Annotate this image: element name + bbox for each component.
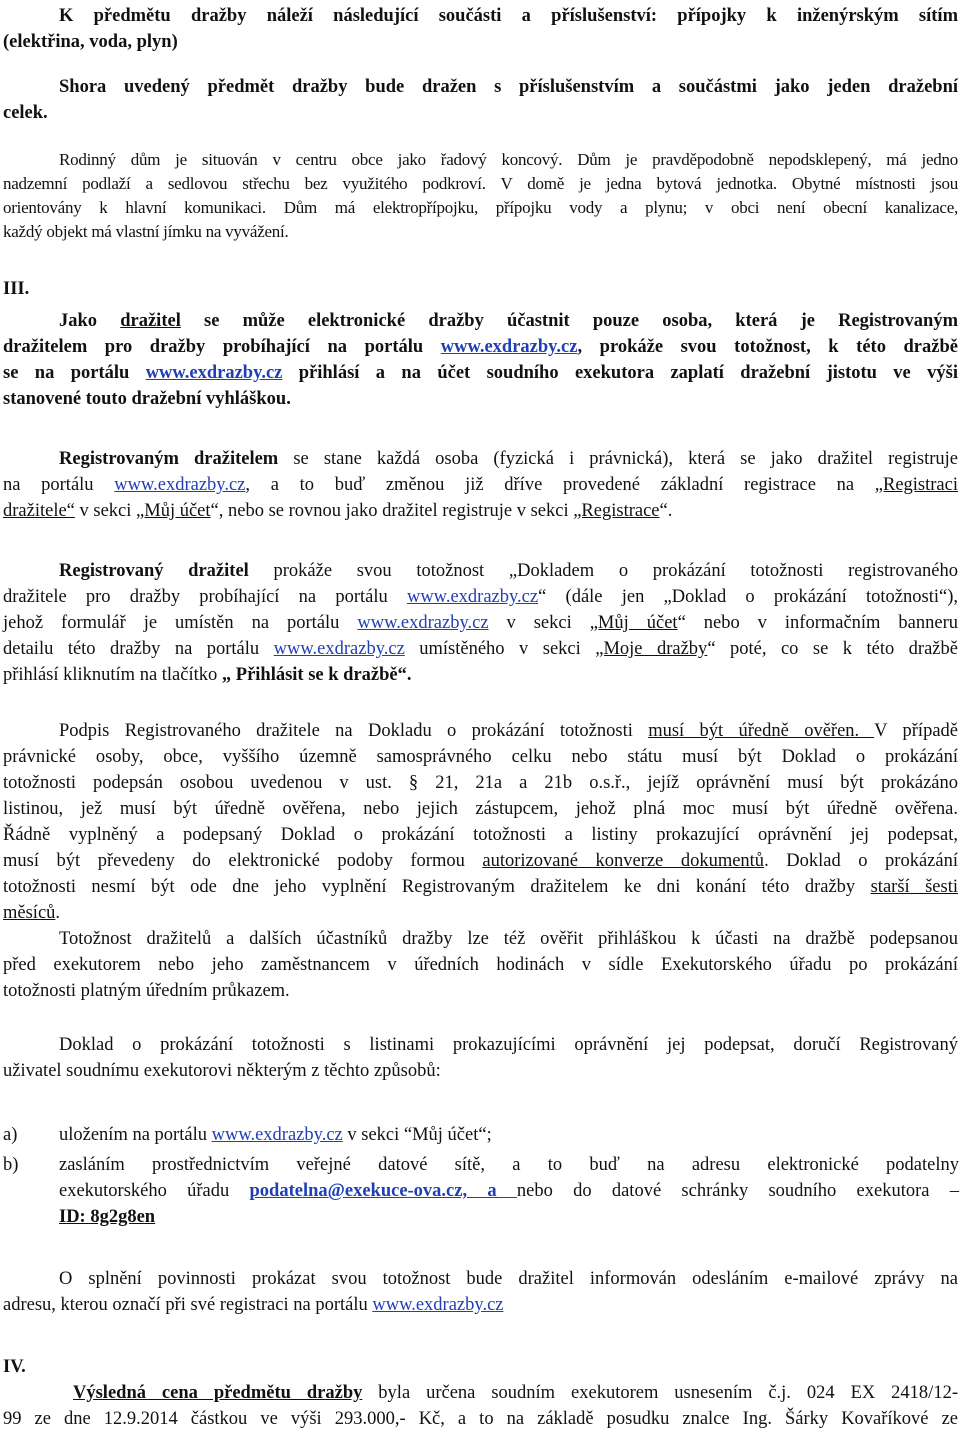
- section-iv-number: IV.: [3, 1357, 26, 1377]
- my-account-link-text[interactable]: „Můj účet: [136, 501, 211, 521]
- list-label-b: b): [3, 1155, 19, 1175]
- exdrazby-link[interactable]: www.exdrazby.cz: [211, 1125, 343, 1145]
- registration-link-text[interactable]: „Registraci: [874, 475, 958, 495]
- house-line-4: každý objekt má vlastní jímku na vyvážení.: [3, 222, 289, 241]
- exdrazby-link[interactable]: www.exdrazby.cz: [273, 639, 405, 659]
- my-auctions-link-text[interactable]: „Moje dražby: [595, 639, 708, 659]
- whole-lot-line-2: celek.: [3, 103, 48, 123]
- exdrazby-link[interactable]: www.exdrazby.cz: [145, 363, 283, 383]
- exdrazby-link[interactable]: www.exdrazby.cz: [372, 1295, 504, 1315]
- registration-section-link-text[interactable]: „Registrace: [573, 501, 660, 521]
- house-line-2: nadzemní podlaží a sedlovou střechu bez využitého podkroví. V domě je jedna bytová jednotka. Obytné místnosti jsou: [3, 174, 958, 193]
- bidder-term: dražitel: [120, 311, 181, 331]
- my-account-link-text[interactable]: „Můj účet: [589, 613, 678, 633]
- join-auction-button-text: „ Přihlásit se k dražbě“.: [221, 665, 412, 685]
- exdrazby-link[interactable]: www.exdrazby.cz: [440, 337, 578, 357]
- house-line-3: orientovány k hlavní komunikaci. Dům má elektropřípojku, přípojku vody a plynu; v obci není obecní kanalizace,: [3, 198, 958, 217]
- exdrazby-link[interactable]: www.exdrazby.cz: [357, 613, 489, 633]
- whole-lot-line-1: Shora uvedený předmět dražby bude dražen s příslušenstvím a součástmi jako jeden dražební: [59, 77, 958, 97]
- data-box-id: ID: 8g2g8en: [59, 1207, 156, 1227]
- accessories-line-1: K předmětu dražby náleží následující součásti a příslušenství: přípojky k inženýrským sítím: [59, 6, 958, 26]
- exdrazby-link[interactable]: www.exdrazby.cz: [406, 587, 539, 607]
- exdrazby-link[interactable]: www.exdrazby.cz: [114, 475, 246, 495]
- document-page: K předmětu dražby náleží následující součásti a příslušenství: přípojky k inženýrským sítím (elektřina, voda, plyn) Shora uvedený předmět dražby bude dražen s příslušenstvím a součástmi jako jeden dražební celek. Rodinný dům je situován v centru obce jako řadový koncový. Dům je pravděpodobně nepodsklepený, má jedno nadzemní podlaží a sedlovou střechu bez využitého podkroví. V domě je jedna bytová jednotka. Obytné místnosti jsou orientovány k hlavní komunikaci. Dům má elektropřípojku, přípojku vody a plynu; v obci není obecní kanalizace, každý objekt má vlastní jímku na vyvážení. III. Jako dražitel se může elektronické dražby účastnit pouze osoba, která je Registrovaným dražitelem pro dražby probíhající na portálu www.exdrazby.cz, prokáže svou totožnost, k této dražbě se na portálu www.exdrazby.cz přihlásí a na účet soudního exekutora zaplatí dražební jistotu ve výši stanovené touto dražební vyhláškou. Registrovaným dražitelem se stane každá osoba (fyzická i právnická), která se jako dražitel registruje na portálu www.exdrazby.cz, a to buď změnou již dříve provedené základní registrace na „Registraci dražitele“ v sekci „Můj účet“, nebo se rovnou jako dražitel registruje v sekci „Registrace“. Registrovaný dražitel prokáže svou totožnost „Dokladem o prokázání totožnosti registrovaného dražitele pro dražby probíhající na portálu www.exdrazby.cz“ (dále jen „Doklad o prokázání totožnosti“), jehož formulář je umístěn na portálu www.exdrazby.cz v sekci „Můj účet“ nebo v informačním banneru detailu této dražby na portálu www.exdrazby.cz umístěného v sekci „Moje dražby“ poté, co se k této dražbě přihlásí kliknutím na tlačítko „ Přihlásit se k dražbě“. Podpis Registrovaného dražitele na Dokladu o prokázání totožnosti musí být úředně ověřen. V případě právnické osoby, obce, vyššího územně samosprávného celku nebo státu musí být Doklad o prokázání totožnosti podepsán osobou uvedenou v ust. § 21, 21a a 21b o.s.ř., jejíž oprávnění musí být prokázáno listinou, jež musí být úředně ověřena, nebo jejich zástupcem, jehož plná moc musí být úředně ověřena. Řádně vyplněný a podepsaný Doklad o prokázání totožnosti a listiny prokazující oprávnění jej podepsat, musí být převedeny do elektronické podoby formou autorizované konverze dokumentů. Doklad o prokázání totožnosti nesmí být ode dne jeho vyplnění Registrovaným dražitelem ke dni konání této dražby starší šesti měsíců. Totožnost dražitelů a dalších účastníků dražby lze též ověřit přihláškou k účasti na dražbě podepsanou před exekutorem nebo jeho zaměstnancem v úředních hodinách v sídle Exekutorského úřadu po prokázání totožnosti platným úředním průkazem. Doklad o prokázání totožnosti s listinami prokazujícími oprávnění jej podepsat, doručí Registrovaný uživatel soudnímu exekutorovi některým z těchto způsobů: a) uložením na portálu www.exdrazby.cz v sekci “Můj účet“; b) zasláním prostřednictvím veřejné datové sítě, a to buď na adresu elektronické podatelny exekutorského úřadu podatelna@exekuce-ova.cz, a nebo do datové schránky soudního exekutora – ID: 8g2g8en O splnění povinnosti prokázat svou totožnost bude dražitel informován odesláním e-mailové zprávy na adresu, kterou označí při své registraci na portálu www.exdrazby.cz IV. Výsledná cena předmětu dražby byla určena soudním exekutorem usnesením č.j. 024 EX 2418/12- 99 ze dne 12.9.2014 částkou ve výši 293.000,- Kč, a to na základě posudku znalce Ing. Šárky Kovaříkové ze: [3, 6, 959, 1429]
- section-iii-number: III.: [3, 279, 30, 299]
- house-line-1: Rodinný dům je situován v centru obce jako řadový koncový. Dům je pravděpodobně nepodsklepený, má jedno: [59, 150, 958, 169]
- podatelna-email-link[interactable]: podatelna@exekuce-ova.cz, a: [249, 1181, 517, 1201]
- list-label-a: a): [3, 1125, 18, 1145]
- accessories-line-2: (elektřina, voda, plyn): [3, 32, 178, 52]
